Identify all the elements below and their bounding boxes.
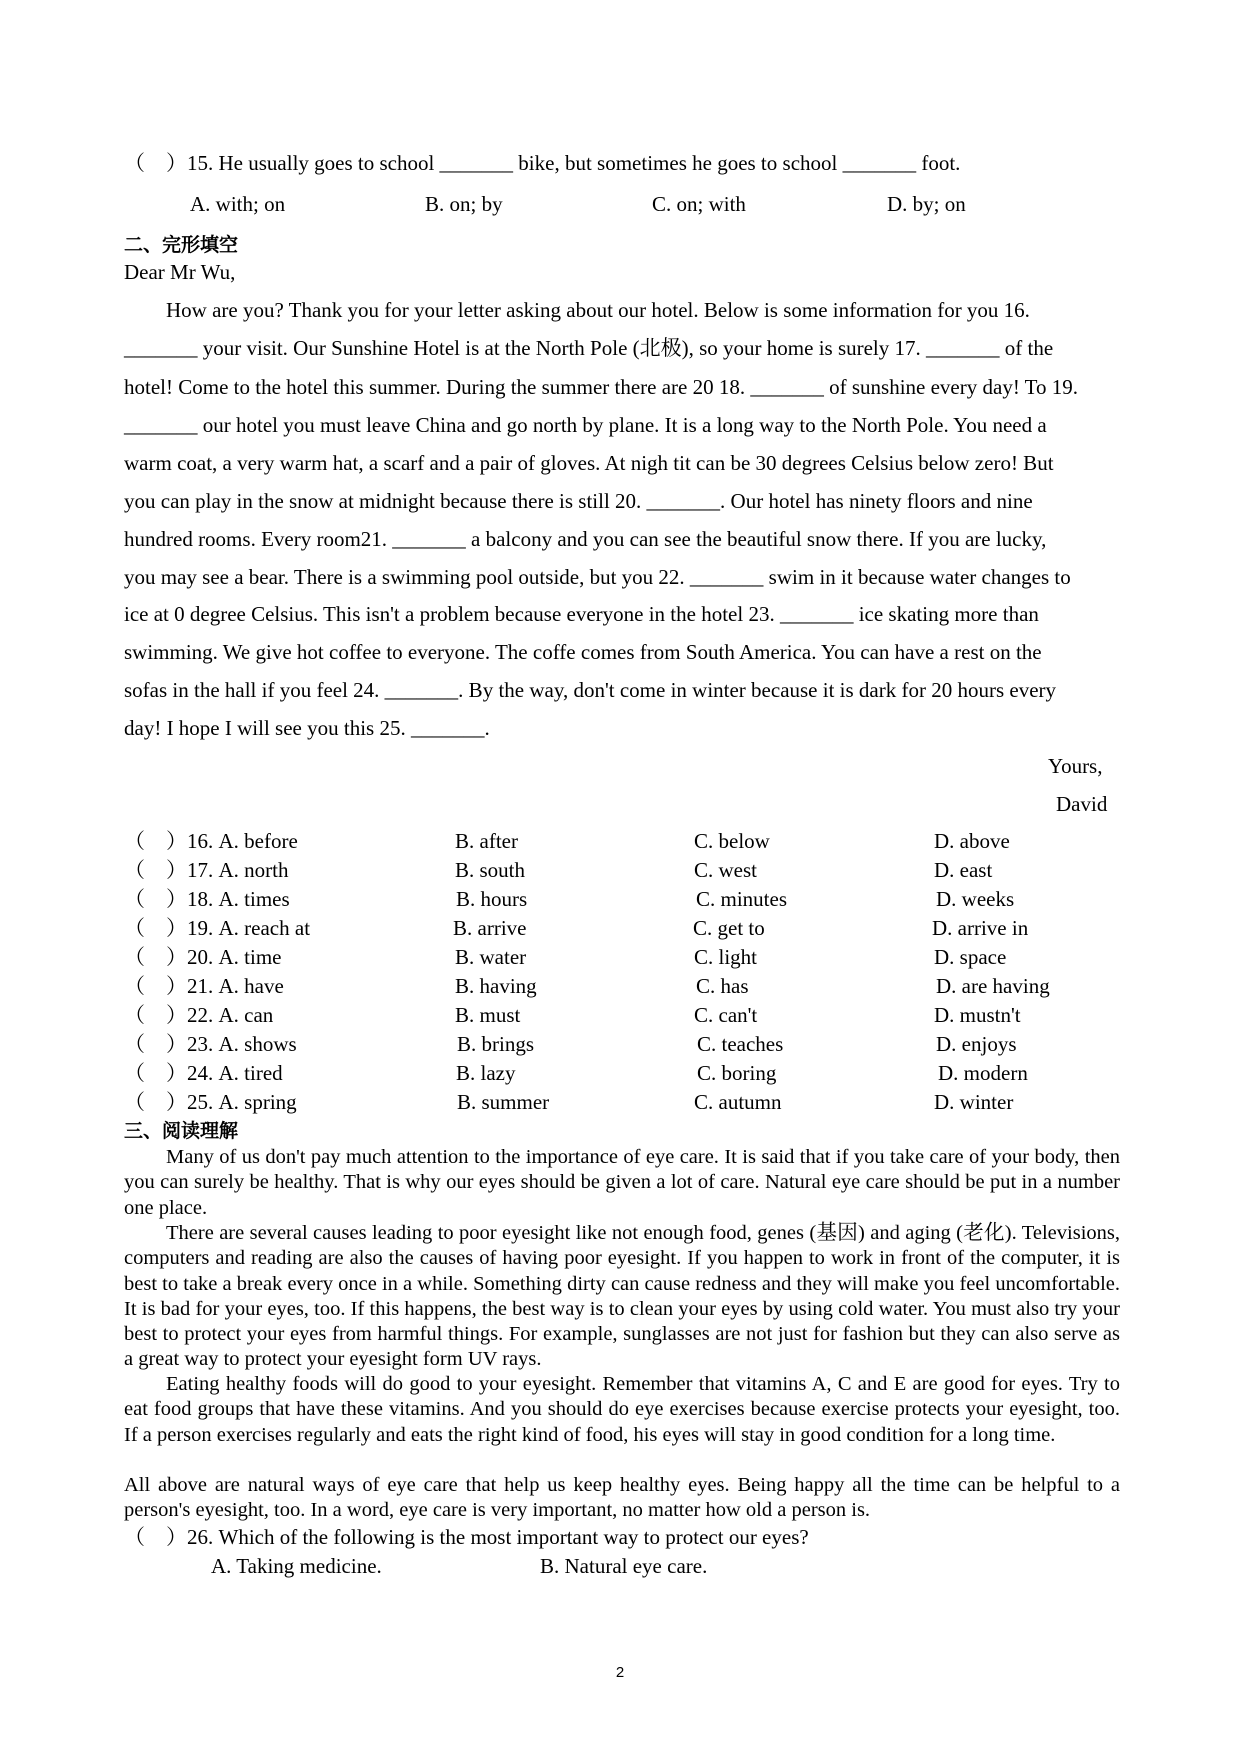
cloze-option-c: C. light (694, 945, 758, 969)
cloze-option-b: B. south (455, 858, 526, 882)
letter-closing: Yours, (1048, 754, 1103, 778)
cloze-question-stem: （ ）20. A. time (124, 945, 282, 969)
cloze-option-d: D. space (934, 945, 1007, 969)
cloze-option-d: D. east (934, 858, 993, 882)
cloze-option-b: B. lazy (456, 1061, 516, 1085)
reading-paragraph: Many of us don't pay much attention to the importance of eye care. It is said that if you take care of your body, then you can surely be healthy. That is why our eyes should be given a lot of care. Natural eye care should be put in a number one place. (124, 1146, 1120, 1219)
reading-section-heading: 三、阅读理解 (124, 1120, 239, 1142)
cloze-option-c: C. minutes (696, 887, 788, 911)
cloze-line: _______ your visit. Our Sunshine Hotel is at the North Pole (北极), so your home is surely 17. _______ of the (124, 336, 1054, 360)
cloze-option-d: D. arrive in (932, 916, 1029, 940)
cloze-line: you can play in the snow at midnight because there is still 20. _______. Our hotel has ninety floors and nine (124, 489, 1033, 513)
q15-option-d: D. by; on (887, 192, 966, 216)
cloze-option-c: C. autumn (694, 1090, 782, 1114)
cloze-line: hotel! Come to the hotel this summer. During the summer there are 20 18. _______ of sunshine every day! To 19. (124, 375, 1079, 399)
cloze-option-d: D. mustn't (934, 1003, 1021, 1027)
q26-option-b: B. Natural eye care. (540, 1554, 708, 1578)
cloze-option-b: B. water (455, 945, 527, 969)
cloze-option-d: D. winter (934, 1090, 1014, 1114)
cloze-question-stem: （ ）22. A. can (124, 1003, 274, 1027)
cloze-option-c: C. get to (693, 916, 765, 940)
cloze-option-c: C. teaches (697, 1032, 784, 1056)
cloze-line: warm coat, a very warm hat, a scarf and a pair of gloves. At nigh tit can be 30 degrees Celsius below zero! But (124, 451, 1054, 475)
cloze-option-b: B. after (455, 829, 518, 853)
reading-paragraph: Eating healthy foods will do good to your eyesight. Remember that vitamins A, C and E are good for eyes. Try to eat food groups that have these vitamins. And you should do eye exercises because exercise protects your eyesight, too. If a person exercises regularly and eats the right kind of food, his eyes will stay in good condition for a long time. (124, 1373, 1120, 1446)
cloze-option-d: D. modern (938, 1061, 1028, 1085)
cloze-option-c: C. boring (697, 1061, 777, 1085)
cloze-option-d: D. weeks (936, 887, 1015, 911)
cloze-option-d: D. above (934, 829, 1010, 853)
cloze-section-heading: 二、完形填空 (124, 234, 239, 256)
cloze-line: sofas in the hall if you feel 24. _______. By the way, don't come in winter because it is dark for 20 hours every (124, 678, 1057, 702)
cloze-question-stem: （ ）16. A. before (124, 829, 298, 853)
letter-greeting: Dear Mr Wu, (124, 260, 236, 284)
cloze-question-stem: （ ）21. A. have (124, 974, 284, 998)
cloze-question-stem: （ ）17. A. north (124, 858, 289, 882)
cloze-line: hundred rooms. Every room21. _______ a balcony and you can see the beautiful snow there. If you are lucky, (124, 527, 1047, 551)
q26-option-a: A. Taking medicine. (211, 1554, 382, 1578)
cloze-option-b: B. summer (457, 1090, 550, 1114)
cloze-question-stem: （ ）19. A. reach at (124, 916, 311, 940)
cloze-line: How are you? Thank you for your letter asking about our hotel. Below is some information for you 16. (166, 298, 1030, 322)
cloze-line: day! I hope I will see you this 25. _______. (124, 716, 490, 740)
cloze-option-c: C. has (696, 974, 749, 998)
cloze-option-b: B. arrive (453, 916, 527, 940)
cloze-line: ice at 0 degree Celsius. This isn't a problem because everyone in the hotel 23. _______ ice skating more than (124, 602, 1039, 626)
cloze-option-b: B. brings (457, 1032, 535, 1056)
reading-paragraph: All above are natural ways of eye care that help us keep healthy eyes. Being happy all the time can be helpful to a person's eyesight, too. In a word, eye care is very important, no matter how old a person is. (124, 1474, 1120, 1522)
page-number: 2 (615, 1664, 625, 1681)
letter-signature: David (1056, 792, 1108, 816)
cloze-option-d: D. enjoys (936, 1032, 1017, 1056)
cloze-question-stem: （ ）24. A. tired (124, 1061, 283, 1085)
cloze-option-c: C. below (694, 829, 770, 853)
cloze-line: you may see a bear. There is a swimming pool outside, but you 22. _______ swim in it because water changes to (124, 565, 1071, 589)
q15-option-c: C. on; with (652, 192, 746, 216)
cloze-question-stem: （ ）25. A. spring (124, 1090, 297, 1114)
cloze-option-b: B. must (455, 1003, 521, 1027)
cloze-line: swimming. We give hot coffee to everyone. The coffe comes from South America. You can have a rest on the (124, 640, 1042, 664)
cloze-question-stem: （ ）18. A. times (124, 887, 290, 911)
cloze-line: _______ our hotel you must leave China and go north by plane. It is a long way to the North Pole. You need a (124, 413, 1047, 437)
question-15-stem: （ ）15. He usually goes to school _______ bike, but sometimes he goes to school _______ foot. (124, 151, 961, 175)
cloze-question-stem: （ ）23. A. shows (124, 1032, 297, 1056)
cloze-option-b: B. hours (456, 887, 528, 911)
question-26-stem: （ ）26. Which of the following is the most important way to protect our eyes? (124, 1525, 809, 1549)
q15-option-b: B. on; by (425, 192, 503, 216)
cloze-option-b: B. having (455, 974, 537, 998)
cloze-option-d: D. are having (936, 974, 1050, 998)
q15-option-a: A. with; on (190, 192, 286, 216)
reading-paragraph: There are several causes leading to poor eyesight like not enough food, genes (基因) and aging (老化). Televisions, computers and reading are also the causes of having poor eyesight. If you happen to work in front of the computer, it is best to take a break every once in a while. Something dirty can cause redness and they will make you feel uncomfortable. It is bad for your eyes, too. If this happens, the best way is to clean your eyes by using cold water. You must also try your best to protect your eyes from harmful things. For example, sunglasses are not just for fashion but they can also serve as a great way to protect your eyesight form UV rays. (124, 1222, 1120, 1371)
cloze-option-c: C. west (694, 858, 757, 882)
cloze-option-c: C. can't (694, 1003, 758, 1027)
